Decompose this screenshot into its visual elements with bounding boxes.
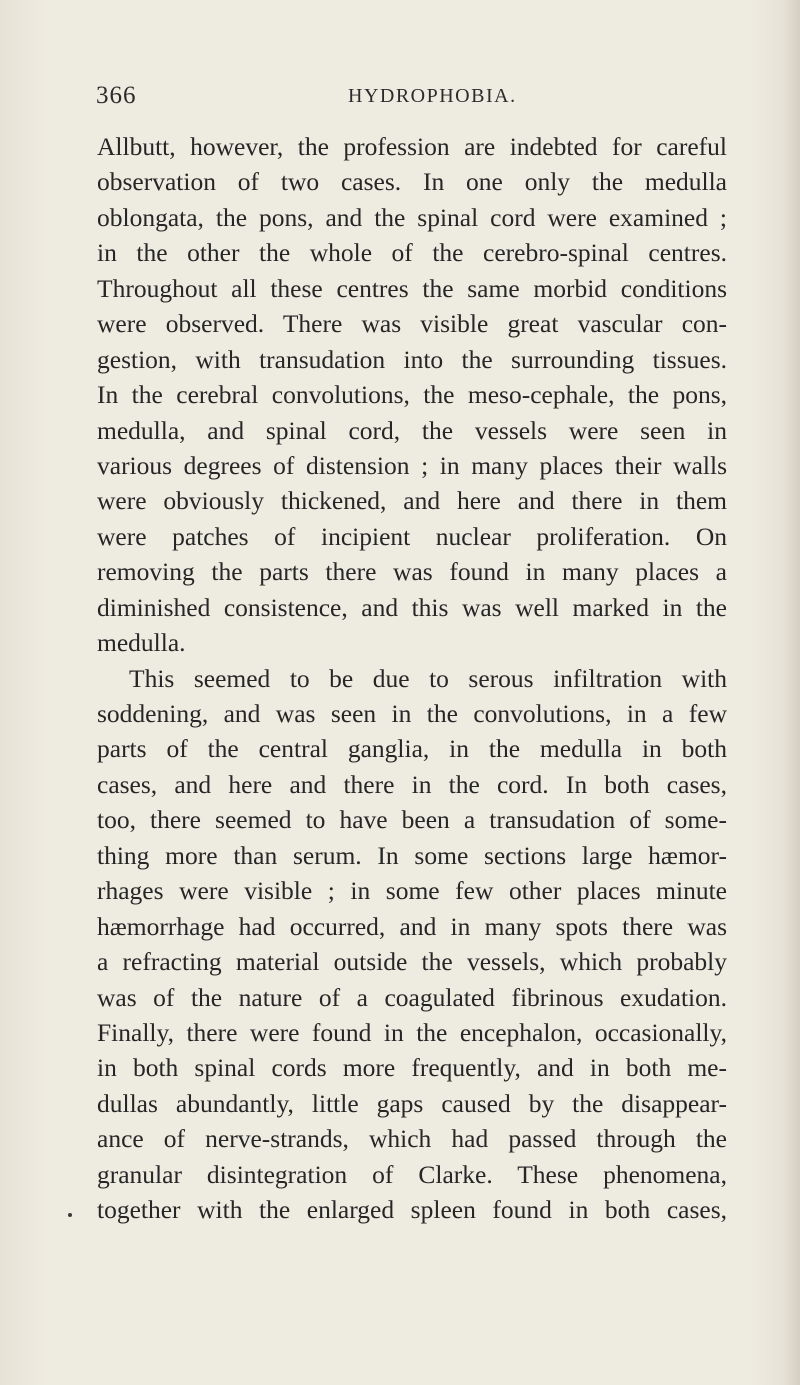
text-line: rhages were visible ; in some few other places minute bbox=[97, 876, 727, 906]
body-text bbox=[97, 129, 727, 1228]
text-line: diminished consistence, and this was well marked in the bbox=[97, 592, 727, 622]
text-line: In the cerebral convolutions, the meso-cephale, the pons, bbox=[97, 380, 727, 410]
text-line: a refracting material outside the vessels, which probably bbox=[97, 947, 727, 977]
text-line: Allbutt, however, the profession are indebted for careful bbox=[97, 132, 727, 161]
text-line: observation of two cases. In one only the medulla bbox=[97, 167, 727, 197]
text-line: in the other the whole of the cerebro-spinal centres. bbox=[97, 238, 727, 268]
text-line: removing the parts there was found in many places a bbox=[97, 557, 727, 587]
text-line: This seemed to be due to serous infiltration with bbox=[129, 663, 727, 693]
text-line: soddening, and was seen in the convolutions, in a few bbox=[97, 699, 727, 728]
text-line: dullas abundantly, little gaps caused by the disappear- bbox=[97, 1088, 727, 1118]
text-line: Throughout all these centres the same morbid conditions bbox=[97, 273, 727, 303]
page-edge-shadow bbox=[782, 0, 800, 1385]
text-line: Finally, there were found in the encephalon, occasionally, bbox=[97, 1017, 727, 1047]
text-line: medulla, and spinal cord, the vessels were seen in bbox=[97, 415, 727, 445]
text-line: medulla. bbox=[97, 628, 186, 658]
text-line: hæmorrhage had occurred, and in many spots there was bbox=[97, 911, 727, 941]
running-title: HYDROPHOBIA. bbox=[348, 85, 517, 107]
text-line: ance of nerve-strands, which had passed through the bbox=[97, 1124, 727, 1154]
text-line: together with the enlarged spleen found in both cases, bbox=[97, 1195, 727, 1225]
text-line: were patches of incipient nuclear proliferation. On bbox=[97, 521, 727, 551]
text-line: various degrees of distension ; in many places their walls bbox=[97, 450, 727, 480]
text-line: gestion, with transudation into the surrounding tissues. bbox=[97, 344, 727, 374]
margin-ink-mark bbox=[68, 1213, 72, 1217]
page-number: 366 bbox=[96, 82, 137, 109]
text-line: oblongata, the pons, and the spinal cord were examined ; bbox=[97, 202, 727, 232]
text-line: was of the nature of a coagulated fibrinous exudation. bbox=[97, 982, 727, 1012]
text-line: parts of the central ganglia, in the medulla in both bbox=[97, 734, 727, 764]
text-line: thing more than serum. In some sections large hæmor- bbox=[97, 840, 727, 870]
running-head bbox=[96, 82, 716, 122]
text-line: were observed. There was visible great vascular con- bbox=[97, 309, 727, 339]
text-line: too, there seemed to have been a transudation of some- bbox=[97, 805, 727, 835]
text-line: were obviously thickened, and here and there in them bbox=[97, 486, 727, 516]
text-line: in both spinal cords more frequently, and in both me- bbox=[97, 1053, 727, 1083]
text-line: cases, and here and there in the cord. In both cases, bbox=[97, 769, 727, 799]
text-line: granular disintegration of Clarke. These phenomena, bbox=[97, 1159, 727, 1189]
